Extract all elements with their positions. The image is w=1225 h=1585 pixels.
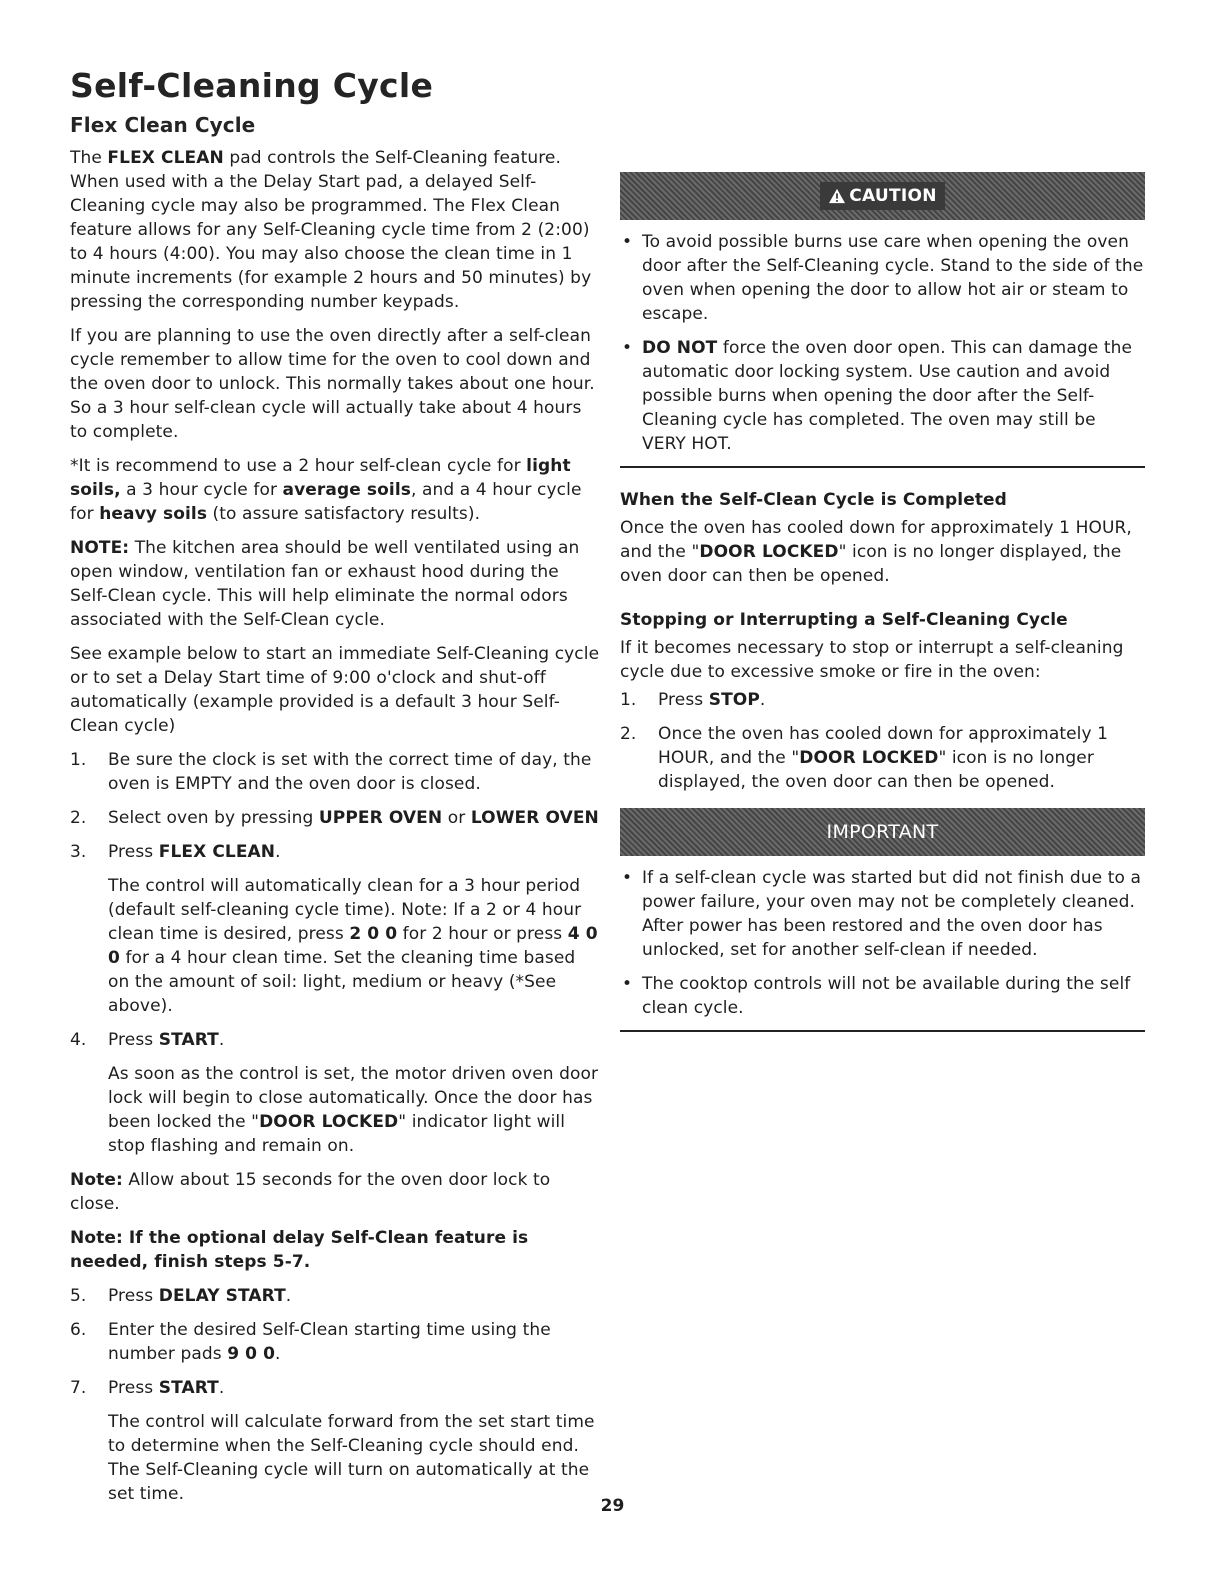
step-2: 2. Select oven by pressing UPPER OVEN or LOWER OVEN xyxy=(70,808,599,828)
step-7: 7. Press START. xyxy=(70,1378,225,1398)
section-heading: Flex Clean Cycle xyxy=(70,113,256,137)
important-item-2: • The cooktop controls will not be available during the self clean cycle. xyxy=(622,974,1131,1018)
important-item-1: • If a self-clean cycle was started but did not finish due to a power failure, your oven may not be completely cleaned. After power has been restored and the oven door has unlocked, set for another self-clean if needed. xyxy=(622,868,1141,960)
cooldown-paragraph: If you are planning to use the oven directly after a self-clean cycle remember to allow time for the oven to cool down and the oven door to unlock. This normally takes about one hour. So a 3 hour self-clean cycle will actually take about 4 hours to complete. xyxy=(70,326,595,442)
interrupt-heading: Stopping or Interrupting a Self-Cleaning Cycle xyxy=(620,610,1068,630)
interrupt-step-1: 1. Press STOP. xyxy=(620,690,766,710)
warning-triangle-icon xyxy=(828,188,846,204)
step-6: 6. Enter the desired Self-Clean starting time using the number pads 9 0 0. xyxy=(70,1320,551,1364)
caution-item-1: • To avoid possible burns use care when opening the oven door after the Self-Cleaning cycle. Stand to the side of the oven when opening the door to allow hot air or steam to escape. xyxy=(622,232,1144,324)
interrupt-paragraph: If it becomes necessary to stop or interrupt a self-cleaning cycle due to excessive smoke or fire in the oven: xyxy=(620,638,1124,682)
soil-recommendation: *It is recommend to use a 2 hour self-clean cycle for light soils, a 3 hour cycle for average soils, and a 4 hour cycle for heavy soils (to assure satisfactory results). xyxy=(70,456,582,524)
step-7-detail: The control will calculate forward from the set start time to determine when the Self-Cleaning cycle should end. The Self-Cleaning cycle will turn on automatically at the set time. xyxy=(108,1412,595,1504)
divider xyxy=(620,466,1145,468)
interrupt-step-2: 2. Once the oven has cooled down for approximately 1 HOUR, and the "DOOR LOCKED" icon is no longer displayed, the oven door can then be opened. xyxy=(620,724,1109,792)
completed-paragraph: Once the oven has cooled down for approximately 1 HOUR, and the "DOOR LOCKED" icon is no longer displayed, the oven door can then be opened. xyxy=(620,518,1132,586)
step-3-detail: The control will automatically clean for a 3 hour period (default self-cleaning cycle time). Note: If a 2 or 4 hour clean time is desired, press 2 0 0 for 2 hour or press 4 0 0 for a 4 hour clean time. Set the cleaning time based on the amount of soil: light, medium or heavy (*See above). xyxy=(108,876,598,1016)
intro-paragraph: The FLEX CLEAN pad controls the Self-Cleaning feature. When used with a the Delay Start pad, a delayed Self-Cleaning cycle may also be programmed. The Flex Clean feature allows for any Self-Cleaning cycle time from 2 (2:00) to 4 hours (4:00). You may also choose the clean time in 1 minute increments (for example 2 hours and 50 minutes) by pressing the corresponding number keypads. xyxy=(70,148,592,312)
step-4: 4. Press START. xyxy=(70,1030,225,1050)
step-1: 1. Be sure the clock is set with the correct time of day, the oven is EMPTY and the oven door is closed. xyxy=(70,750,592,794)
completed-heading: When the Self-Clean Cycle is Completed xyxy=(620,490,1007,510)
step-4-detail: As soon as the control is set, the motor driven oven door lock will begin to close automatically. Once the door has been locked the "DOOR LOCKED" indicator light will stop flashing and remain on. xyxy=(108,1064,599,1156)
caution-label: CAUTION xyxy=(849,186,937,206)
step-5: 5. Press DELAY START. xyxy=(70,1286,292,1306)
important-banner xyxy=(620,808,1145,856)
page-title: Self-Cleaning Cycle xyxy=(70,66,434,105)
delay-note: Note: If the optional delay Self-Clean feature is needed, finish steps 5-7. xyxy=(70,1228,529,1272)
divider xyxy=(620,1030,1145,1032)
page-number: 29 xyxy=(600,1496,625,1516)
left-column xyxy=(70,146,600,1516)
step-3: 3. Press FLEX CLEAN. xyxy=(70,842,281,862)
door-lock-note: Note: Allow about 15 seconds for the oven door lock to close. xyxy=(70,1170,551,1214)
example-intro: See example below to start an immediate Self-Cleaning cycle or to set a Delay Start time of 9:00 o'clock and shut-off automatically (example provided is a default 3 hour Self-Clean cycle) xyxy=(70,644,600,736)
right-column xyxy=(620,172,1145,1052)
caution-item-2: • DO NOT force the oven door open. This can damage the automatic door locking system. Use caution and avoid possible burns when opening the door after the Self-Cleaning cycle has completed. The oven may still be VERY HOT. xyxy=(622,338,1133,454)
caution-banner xyxy=(620,172,1145,220)
ventilation-note: NOTE: The kitchen area should be well ventilated using an open window, ventilation fan or exhaust hood during the Self-Clean cycle. This will help eliminate the normal odors associated with the Self-Clean cycle. xyxy=(70,538,580,630)
important-label: IMPORTANT xyxy=(826,821,939,843)
